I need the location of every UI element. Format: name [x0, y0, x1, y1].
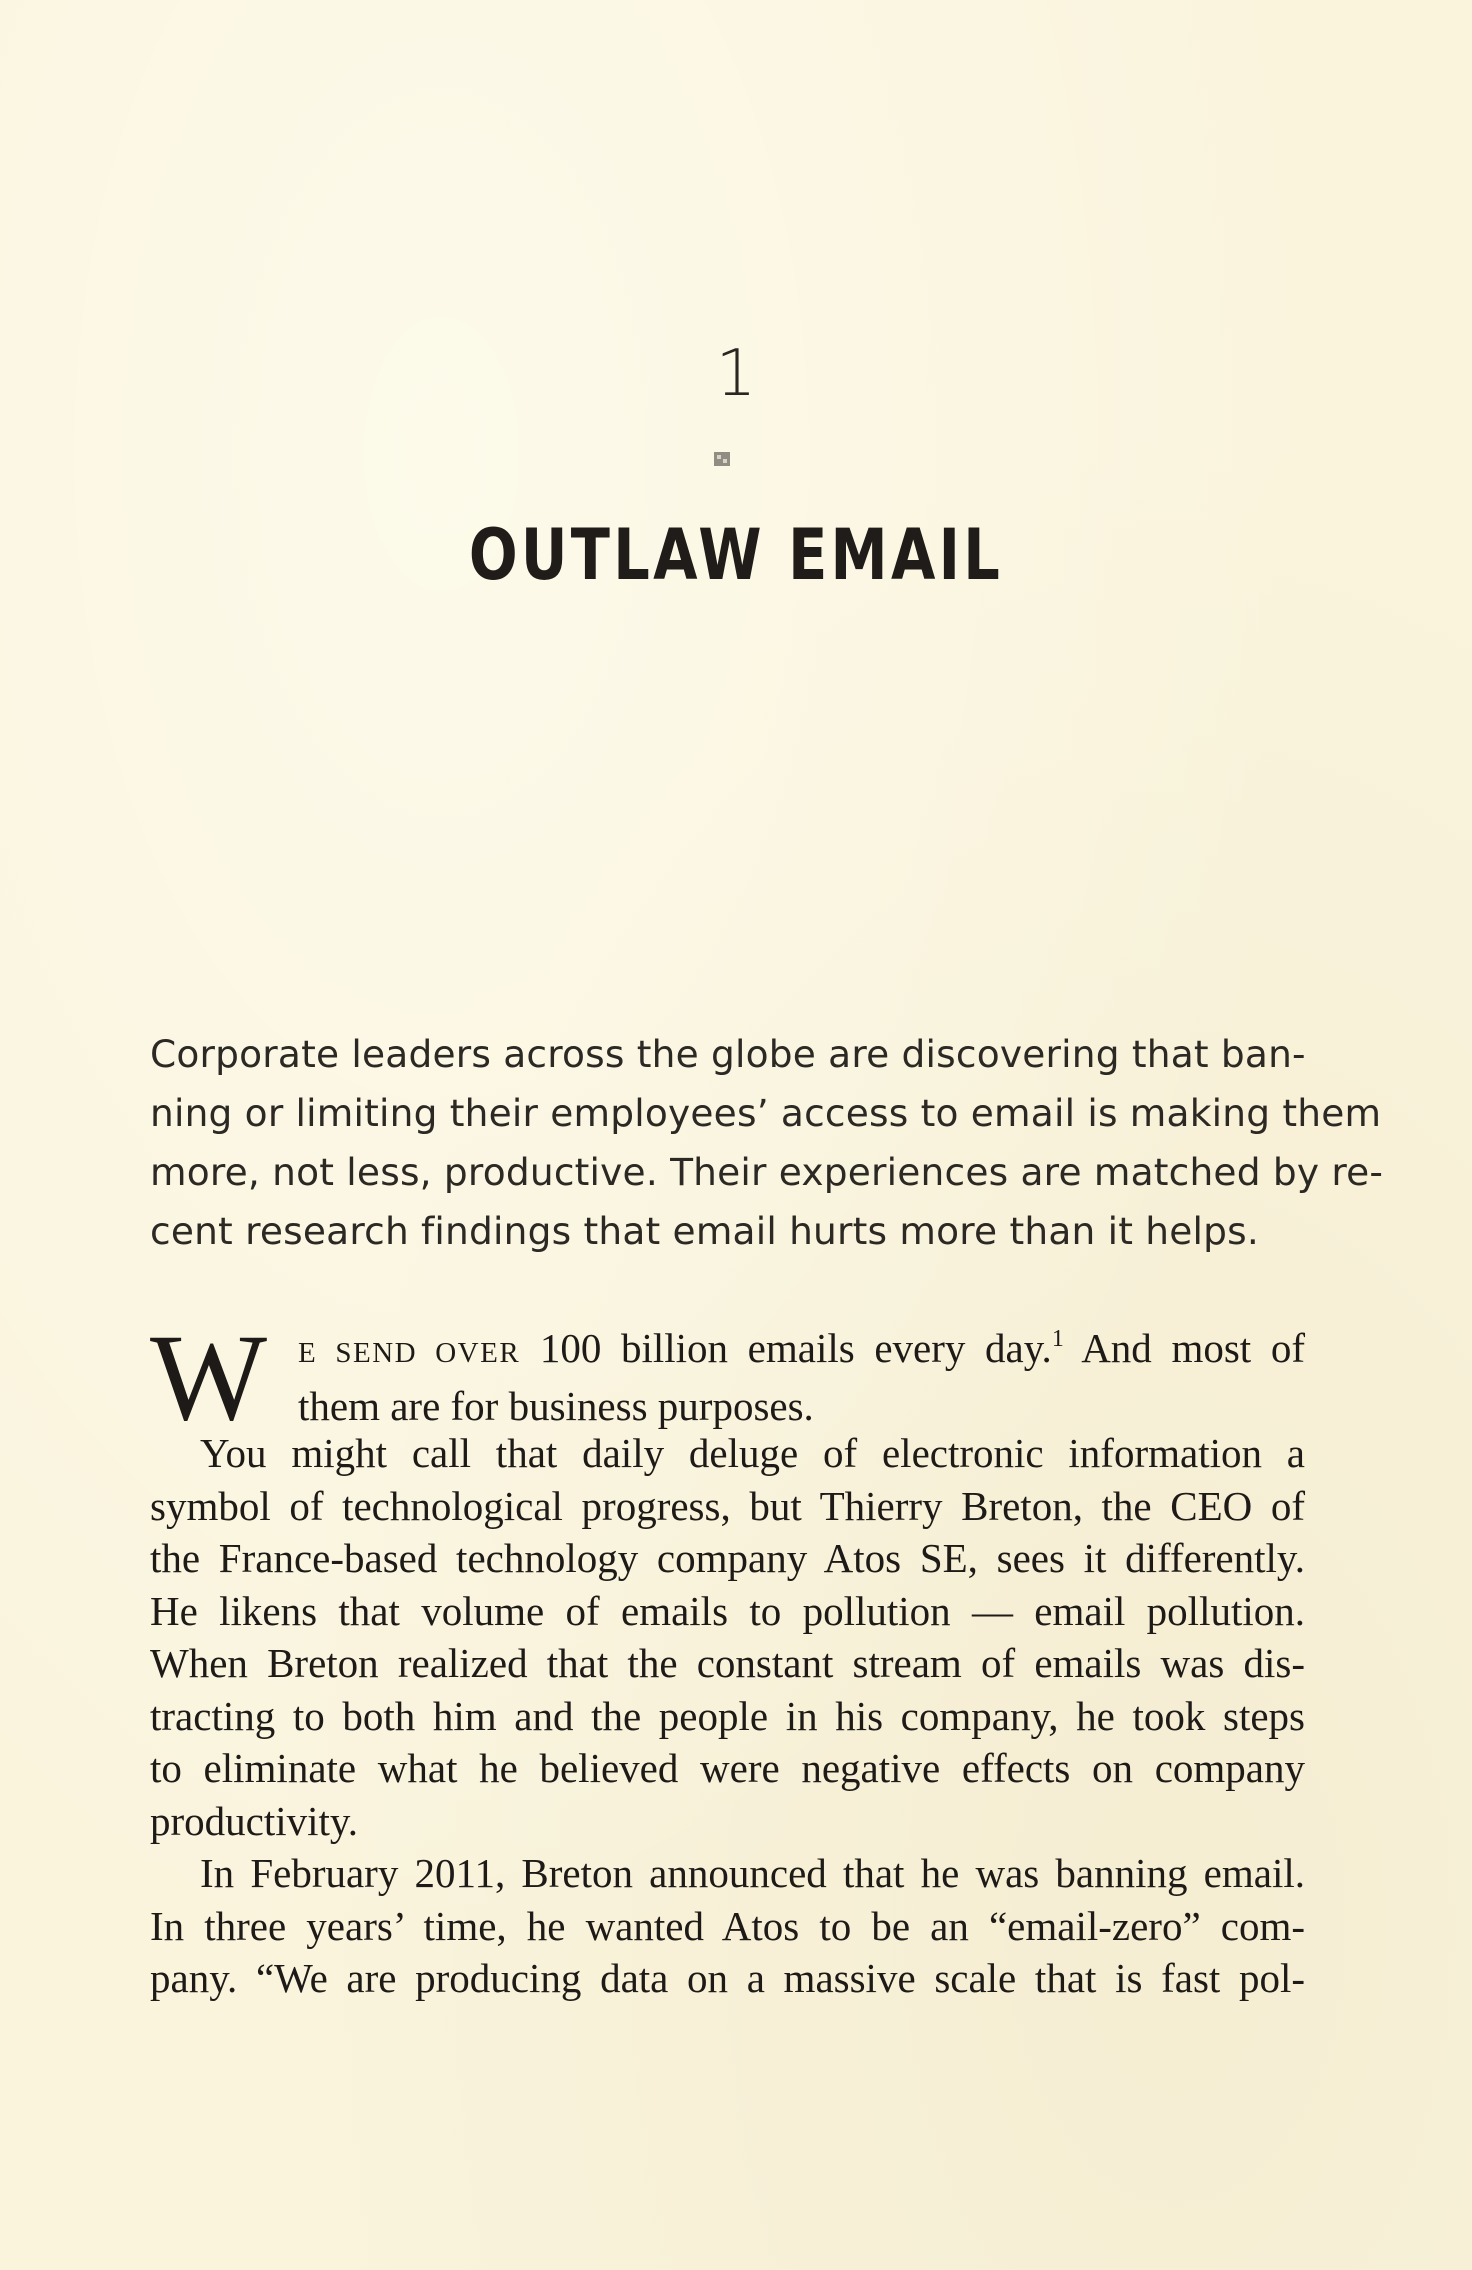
- body-line: the France-based technology company Atos SE, sees it differently.: [150, 1535, 1305, 1581]
- body-line: [298, 1322, 1305, 1380]
- body-line: He likens that volume of emails to pollution — email pollution.: [150, 1587, 1305, 1634]
- body-line: When Breton realized that the constant stream of emails was dis-: [150, 1640, 1305, 1686]
- body-text: [150, 1309, 1305, 2005]
- summary-line: ning or limiting their employees’ access to email is making them: [150, 1091, 1382, 1135]
- drop-cap: W: [150, 1309, 268, 1446]
- opening-smallcaps: E SEND OVER: [298, 1337, 521, 1369]
- paragraph: [150, 1847, 1305, 2005]
- ornament-icon: [712, 450, 732, 468]
- body-line: symbol of technological progress, but Thierry Breton, the CEO of: [150, 1482, 1305, 1529]
- summary-line: Corporate leaders across the globe are discovering that ban-: [150, 1032, 1306, 1076]
- paragraph: [150, 1427, 1305, 1847]
- opening-tail: And most of: [1063, 1325, 1305, 1371]
- body-line: productivity.: [150, 1797, 359, 1844]
- chapter-title: OUTLAW EMAIL: [468, 514, 1004, 596]
- body-line: pany. “We are producing data on a massive scale that is fast pol-: [150, 1955, 1305, 2001]
- summary-line: more, not less, productive. Their experiences are matched by re-: [150, 1150, 1384, 1194]
- body-line: You might call that daily deluge of electronic information a: [200, 1430, 1305, 1476]
- opening-text: 100 billion emails every day.: [520, 1325, 1052, 1371]
- body-line: In three years’ time, he wanted Atos to be an “email-zero” com-: [150, 1902, 1305, 1949]
- body-line: In February 2011, Breton announced that he was banning email.: [200, 1850, 1305, 1896]
- body-line: them are for business purposes.: [298, 1382, 814, 1429]
- body-line: tracting to both him and the people in his company, he took steps: [150, 1692, 1305, 1739]
- summary-line: cent research findings that email hurts more than it helps.: [150, 1209, 1259, 1253]
- chapter-number: 1: [715, 337, 757, 411]
- chapter-summary: [150, 1025, 1384, 1261]
- body-line: to eliminate what he believed were negative effects on company: [150, 1745, 1305, 1791]
- footnote-marker: 1: [1051, 1326, 1064, 1352]
- opening-paragraph: [150, 1309, 1305, 1446]
